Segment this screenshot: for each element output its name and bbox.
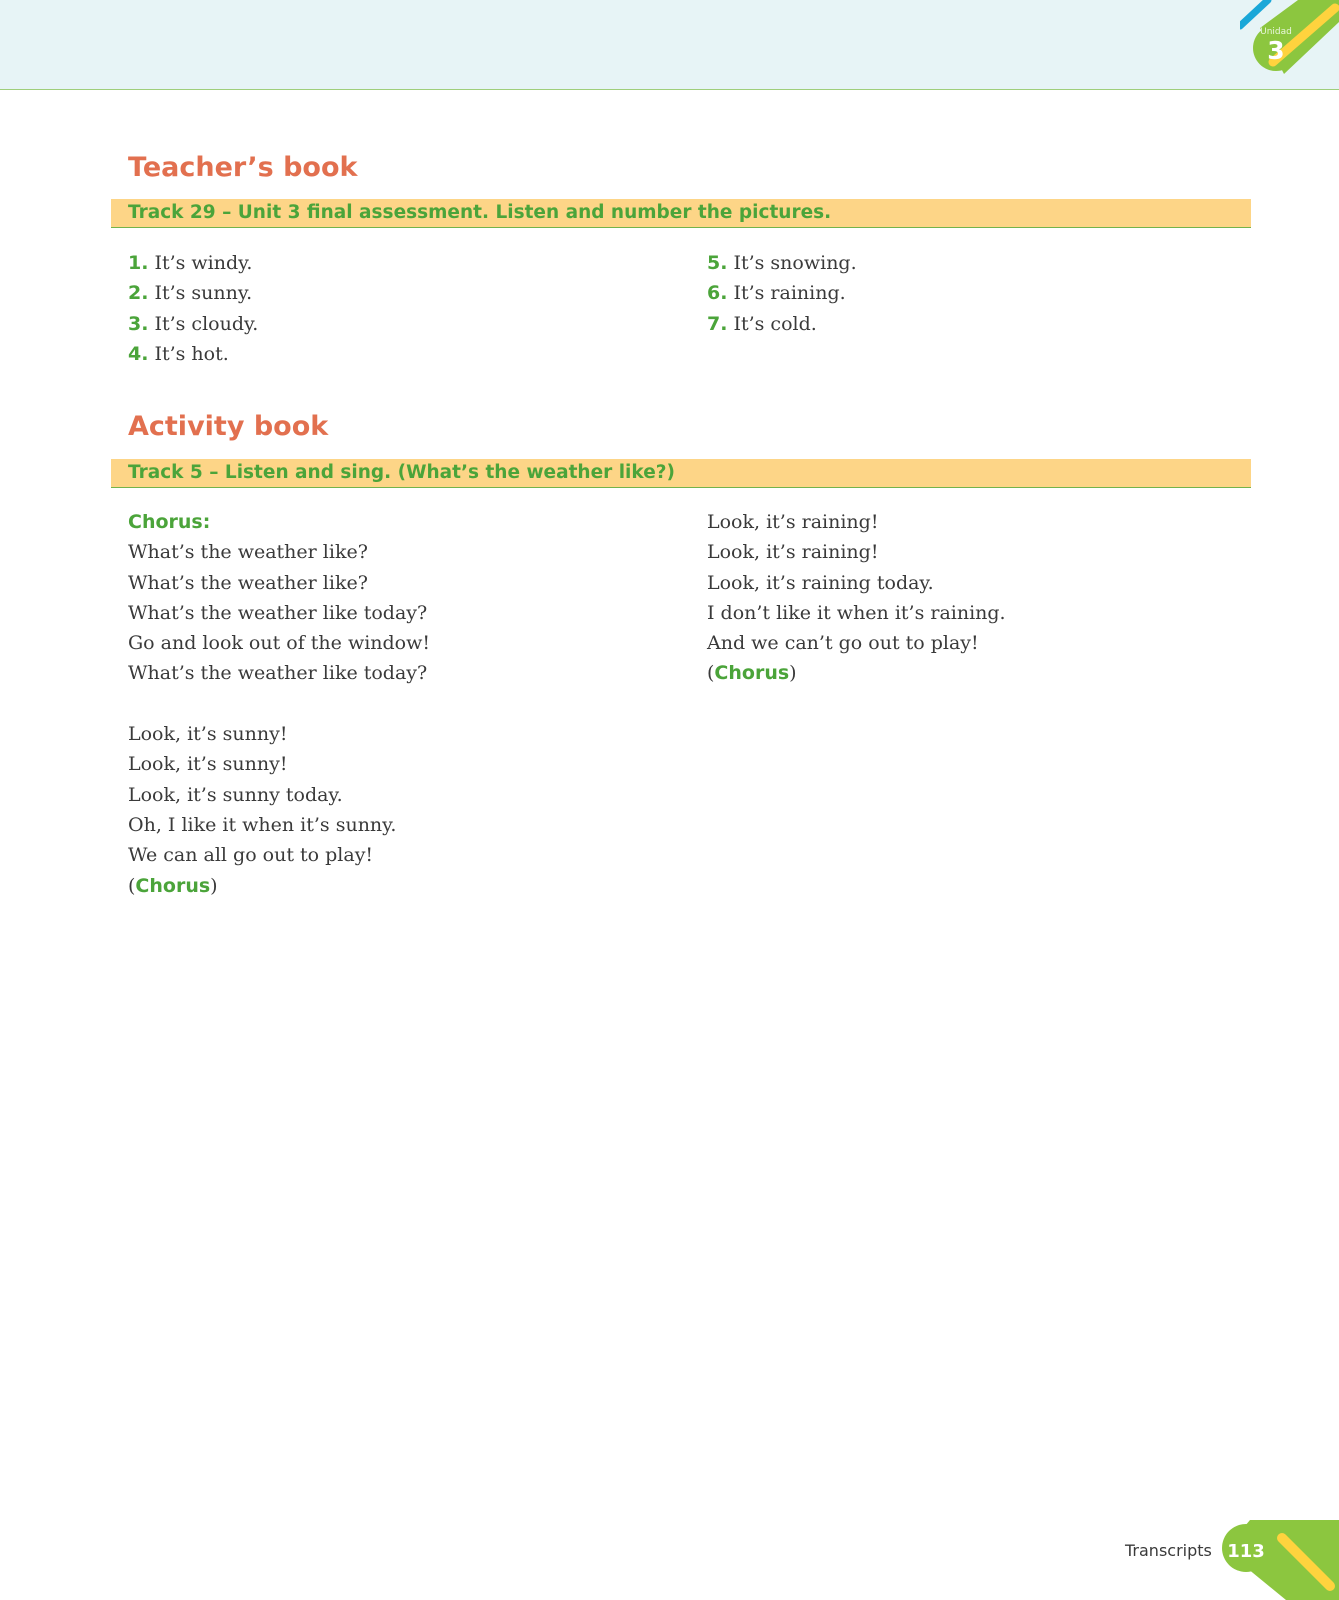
list-item [128,248,258,278]
unit-number: 3 [1267,36,1285,65]
lyric-line: Go and look out of the window! [128,632,431,655]
list-item-number: 1. [128,252,149,274]
list-item-text: It’s raining. [733,282,846,305]
list-item [128,339,258,369]
lyric-line: Look, it’s sunny today. [128,783,343,806]
list-item-number: 6. [707,282,728,305]
footer-section-label: Transcripts [1125,1541,1212,1560]
list-item-text: It’s hot. [154,342,229,365]
list-item-text: It’s cold. [733,312,817,335]
teachers-book-list-right [707,248,857,339]
list-item [707,248,857,278]
list-item-number: 7. [707,312,728,335]
track-5-title: Track 5 – Listen and sing. (What’s the weather like?) [128,462,675,483]
lyric-line: What’s the weather like today? [128,662,428,685]
list-item [128,278,258,308]
lyric-line: Look, it’s raining today. [707,571,934,594]
teachers-book-list-left [128,248,258,369]
teachers-book-title: Teacher’s book [128,152,358,183]
list-item-text: It’s windy. [154,252,253,274]
song-column-right [707,507,1006,689]
lyric-line: Look, it’s raining! [707,511,879,533]
lyric-line: What’s the weather like? [128,571,368,594]
header-band [0,0,1339,90]
lyric-line: Look, it’s sunny! [128,723,288,746]
lyric-line: We can all go out to play! [128,844,374,867]
track-29-bar [111,199,1251,228]
stanza-gap [128,689,430,719]
list-item-number: 5. [707,252,728,274]
list-item-number: 4. [128,342,149,365]
lyric-line: What’s the weather like? [128,541,368,564]
list-item [707,309,857,339]
lyric-line: I don’t like it when it’s raining. [707,601,1006,624]
chorus-reference-label: Chorus [135,874,211,897]
track-5-bar [111,459,1251,488]
chorus-reference: (Chorus) [128,874,218,897]
unit-label: Unidad [1260,27,1292,37]
list-item-text: It’s snowing. [733,252,857,274]
lyric-line: Oh, I like it when it’s sunny. [128,813,397,836]
chorus-reference: (Chorus) [707,662,797,685]
lyric-line: And we can’t go out to play! [707,632,979,655]
list-item [707,278,857,308]
list-item [128,309,258,339]
chorus-reference-label: Chorus [714,662,790,685]
song-column-left [128,507,430,901]
list-item-text: It’s cloudy. [154,312,259,335]
lyric-line: Look, it’s raining! [707,541,879,564]
activity-book-title: Activity book [128,411,329,442]
track-29-title: Track 29 – Unit 3 final assessment. Listen and number the pictures. [128,202,832,223]
list-item-number: 3. [128,312,149,335]
page-number: 113 [1227,1541,1265,1562]
lyric-line: Look, it’s sunny! [128,753,288,776]
lyric-line: What’s the weather like today? [128,601,428,624]
list-item-text: It’s sunny. [154,282,253,305]
list-item-number: 2. [128,282,149,305]
chorus-heading: Chorus: [128,511,211,533]
